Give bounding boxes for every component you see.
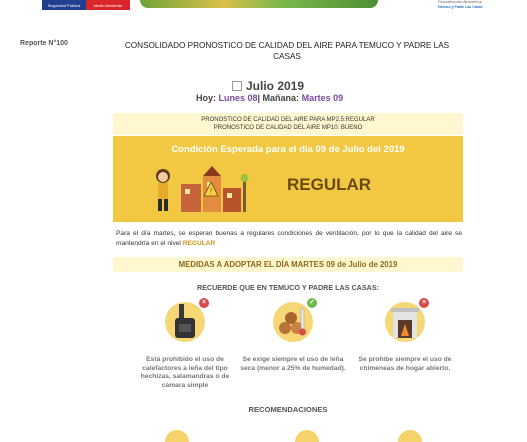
fireplace-icon: [385, 299, 427, 342]
recommendations-heading: RECOMENDACIONES: [248, 405, 328, 414]
city-illustration-icon: [149, 162, 259, 220]
report-title: CONSOLIDADO PRONOSTICO DE CALIDAD DEL AIRE PARA TEMUCO Y PADRE LAS CASAS: [124, 41, 450, 61]
forecast-box: [113, 113, 463, 135]
condition-panel: [113, 136, 463, 222]
prohibited-badge-icon: ×: [199, 298, 209, 308]
recommendation-icon: [165, 430, 189, 442]
program-logo-line1: Reconstrucción Atmosférica: [438, 0, 482, 4]
report-number: Reporte N°100: [20, 40, 68, 47]
month-label: Julio 2019: [246, 79, 305, 93]
stove-icon: [165, 299, 207, 342]
government-logo: [42, 0, 130, 10]
measure-text-firewood: Se exige siempre el uso de leña seca (menor a 25% de humedad).: [240, 356, 346, 372]
report-month: [232, 79, 304, 93]
manana-value: Martes 09: [301, 93, 344, 103]
forecast-explanation: [116, 229, 462, 249]
forecast-mp10: PRONOSTICO DE CALIDAD DEL AIRE MP10: BUENO: [213, 125, 363, 131]
check-badge-icon: ✓: [307, 298, 317, 308]
measures-banner: MEDIDAS A ADOPTAR EL DÍA MARTES 09 de Julio de 2019: [113, 257, 463, 272]
date-line: [196, 93, 343, 103]
hoy-value: Lunes 08: [218, 93, 258, 103]
hoy-label: Hoy:: [196, 93, 216, 103]
reminder-heading: RECUERDE QUE EN TEMUCO Y PADRE LAS CASAS:: [196, 283, 380, 292]
prohibited-badge-icon: ×: [419, 298, 429, 308]
program-logo-line2: Temuco y Padre Las Casas: [437, 4, 483, 9]
manana-label: | Mañana:: [257, 93, 300, 103]
recommendation-icon: [295, 430, 319, 442]
firewood-icon: [273, 299, 315, 342]
measure-text-fireplace: Se prohibe siempre el uso de chimeneas de hogar abierto.: [358, 356, 452, 372]
calendar-icon: [232, 81, 242, 91]
condition-level: REGULAR: [287, 175, 372, 194]
gov-label-seguridad: Seguridad Pública: [42, 0, 86, 10]
measure-item-firewood: [238, 299, 348, 373]
forecast-mp25: PRONOSTICO DE CALIDAD DEL AIRE PARA MP2,5:REGULAR: [201, 117, 375, 123]
explanation-text: Para el día martes, se esperan buenas a regulares condiciones de ventilación, por lo que la calidad del aire se mantendría en el nivel: [116, 230, 462, 247]
measure-item-fireplace: [350, 299, 460, 373]
measure-item-stove: [130, 299, 240, 390]
condition-title: Condición Esperada para el día 09 de Julio del 2019: [171, 144, 405, 155]
program-logo: [420, 0, 500, 9]
recommendation-icon: [398, 430, 422, 442]
landscape-banner: [140, 0, 378, 8]
measure-text-stove: Está prohibido el uso de calefactores a leña del tipo hechizas, salamandras o de cámara simple: [140, 356, 230, 389]
gov-label-medio-ambiente: Medio Ambiente: [86, 0, 130, 10]
svg-text:!: !: [209, 186, 213, 196]
explanation-level: REGULAR: [182, 240, 216, 247]
